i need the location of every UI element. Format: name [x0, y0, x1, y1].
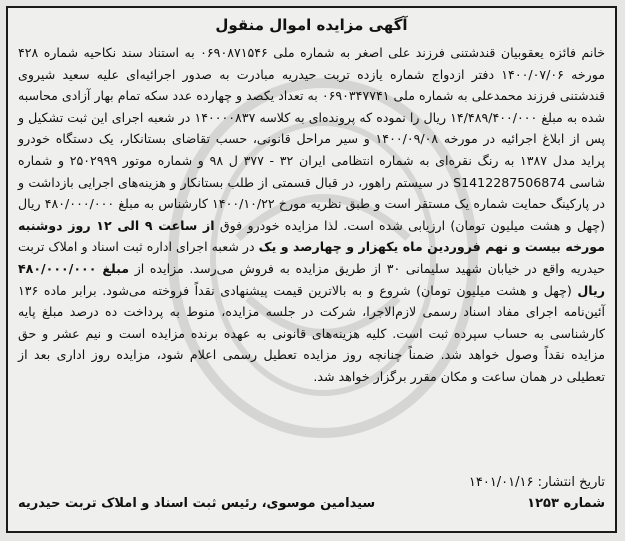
base-price: مبلغ ۴۸۰/۰۰۰/۰۰۰ ریال: [18, 260, 605, 298]
paragraph-3: (چهل و هشت میلیون تومان) شروع و به بالاترین قیمت پیشنهادی نقداً فروخته می‌شود. برابر ماده ۱۳۶ آئین‌نامه اجرای مفاد اسناد رسمی لازم‌الاجرا، شرکت در جلسه مزایده، منوط به پرداخت ده درصد مبلغ پایه کارشناسی به حساب سپرده ثبت است. کلیه هزینه‌های قانونی به عهده برنده مزایده است و نیم عشر و حق مزایده نقداً وصول خواهد شد. ضمناً چنانچه روز مزایده تعطیل رسمی اعلام شود، مزایده روز اداری بعد از تعطیلی در همان ساعت و مکان مقرر برگزار خواهد شد.: [18, 282, 605, 384]
notice-body: [18, 42, 605, 388]
notice-frame: [6, 6, 617, 533]
paragraph-1-end: در سیستم راهور، در قبال قسمتی از طلب بستانکار و هزینه‌های اجرایی بازداشت و در پارکینگ حمایت شماره یک مستقر است و طبق نظریه مورخ ۱۴۰۰/۱۰/۲۲ کارشناس به مبلغ ۴۸۰/۰۰۰/۰۰۰ ریال (چهل و هشت میلیون تومان) ارزیابی شده است. لذا مزایده خودرو فوق: [18, 174, 606, 233]
notice-title: آگهی مزایده اموال منقول: [215, 16, 408, 34]
notice-number: شماره ۱۲۵۳: [527, 496, 605, 511]
notice-text: [18, 42, 605, 388]
notice-footer: [18, 473, 605, 515]
signature: سیدامین موسوی، رئیس ثبت اسناد و املاک تربت حیدریه: [18, 496, 376, 511]
paragraph-1: خانم فائزه یعقوبیان قندشتنی فرزند علی اصغر به شماره ملی ۰۶۹۰۸۷۱۵۴۶ به استناد سند نکاحیه شماره ۴۲۸ مورخه ۱۴۰۰/۰۷/۰۶ دفتر ازدواج شماره یازده تربت حیدریه مبادرت به صدور اجرائیه‌ای علیه سعید شیروی قندشتنی فرزند محمدعلی به شماره ملی ۰۶۹۰۳۴۷۷۴۱ به تعداد یکصد و چهارده عدد سکه تمام بهار آزادی محاسبه شده به مبلغ ۱۴/۴۸۹/۴۰۰/۰۰۰ ریال را نموده که پرونده‌ای به کلاسه ۱۴۰۰۰۰۸۳۷ در شعبه اجرای این ثبت تشکیل و پس از ابلاغ اجرائیه در مورخه ۱۴۰۰/۰۹/۰۸ و سیر مراحل قانونی، حسب تقاضای بستانکار، یک دستگاه خودرو پراید مدل ۱۳۸۷ به رنگ نقره‌ای به شماره انتظامی ایران ۳۲ - ۳۷۷ ل ۹۸ و شماره موتور ۲۵۰۲۹۹۹ و شماره شاسی: [18, 45, 606, 190]
paragraph-2: در شعبه اجرای اداره ثبت اسناد و املاک تربت حیدریه واقع در خیابان شهید سلیمانی ۳۰ از طریق مزایده به فروش می‌رسد. مزایده از: [18, 239, 605, 276]
auction-time: از ساعت ۹ الی ۱۲ روز دوشنبه مورخه بیست و نهم فروردین ماه یکهزار و چهارصد و یک: [18, 217, 605, 255]
footer-signature-row: [18, 493, 605, 515]
publish-date: تاریخ انتشار: ۱۴۰۱/۰۱/۱۶: [468, 475, 605, 490]
chassis-number: S1412287506874: [453, 174, 566, 190]
